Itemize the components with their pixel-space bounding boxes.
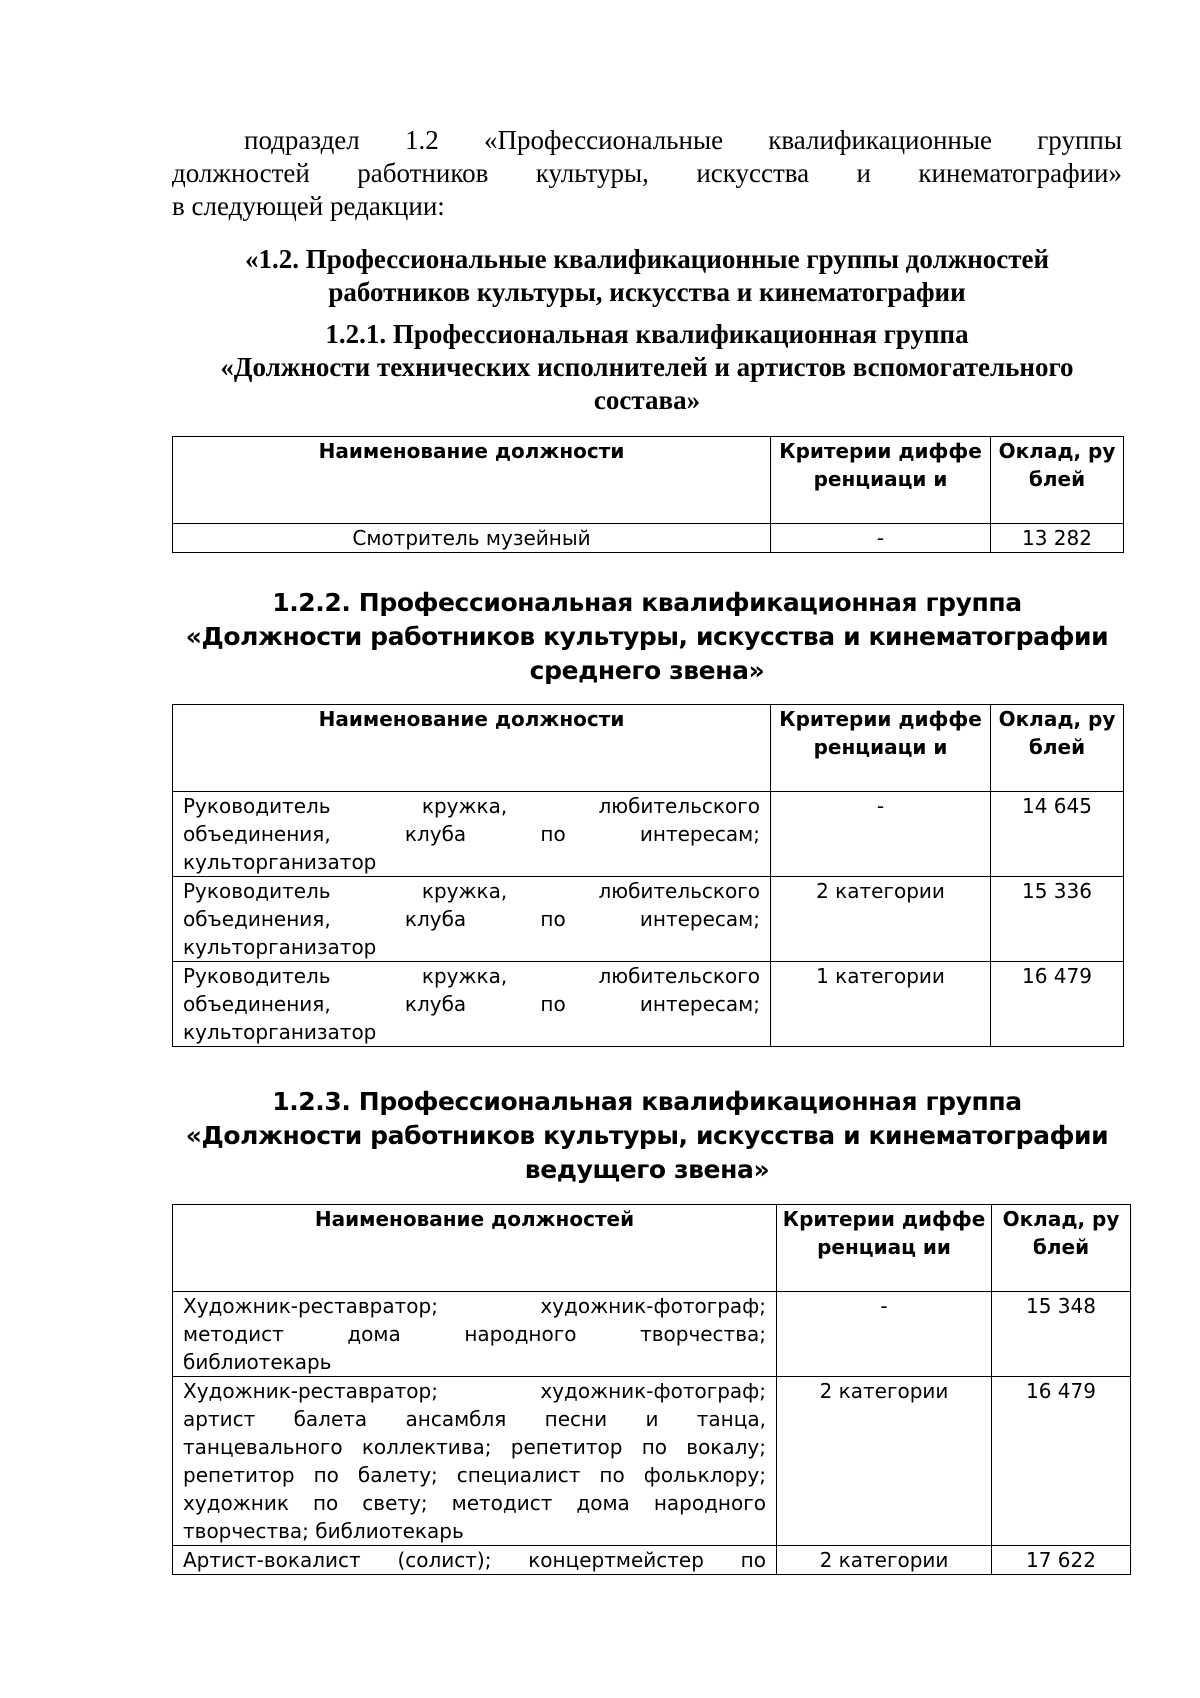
header-salary: Оклад, рублей: [992, 1205, 1131, 1292]
position-name: Артист-вокалист (солист); концертмейстер по: [173, 1546, 777, 1575]
group2-table: [172, 704, 1124, 1047]
salary-value: 13 282: [991, 524, 1124, 553]
section-title-line: «1.2. Профессиональные квалификационные группы должностей: [244, 244, 1050, 274]
table-row: [173, 877, 1124, 962]
group1-title-line: 1.2.1. Профессиональная квалификационная группа: [325, 319, 969, 349]
section-title: [160, 243, 1134, 309]
group3-title-line: ведущего звена»: [524, 1155, 770, 1184]
intro-line: в следующей редакции:: [172, 191, 445, 221]
criteria-value: 2 категории: [777, 1546, 992, 1575]
header-position-name: Наименование должностей: [173, 1205, 777, 1292]
intro-paragraph: [172, 124, 1122, 223]
group2-title-line: «Должности работников культуры, искусства и кинематографии: [185, 622, 1109, 651]
position-name: Руководитель кружка, любительского объединения, клуба по интересам; культорганизатор: [173, 877, 771, 962]
group1-title-line: «Должности технических исполнителей и артистов вспомогательного: [220, 352, 1074, 382]
group1-table: [172, 436, 1124, 553]
position-name: Руководитель кружка, любительского объединения, клуба по интересам; культорганизатор: [173, 792, 771, 877]
table-row: [173, 1546, 1131, 1575]
group3-title-line: «Должности работников культуры, искусства и кинематографии: [185, 1121, 1109, 1150]
salary-value: 16 479: [992, 1377, 1131, 1546]
group2-title: [160, 586, 1134, 688]
salary-value: 14 645: [991, 792, 1124, 877]
group3-title-line: 1.2.3. Профессиональная квалификационная группа: [272, 1087, 1022, 1116]
header-salary: Оклад, рублей: [991, 705, 1124, 792]
header-criteria: Критерии дифференциаци и: [771, 705, 991, 792]
table-row: [173, 524, 1124, 553]
group1-title: [160, 318, 1134, 417]
group2-title-line: 1.2.2. Профессиональная квалификационная группа: [272, 588, 1022, 617]
table-row: [173, 1377, 1131, 1546]
criteria-value: -: [771, 792, 991, 877]
header-salary: Оклад, рублей: [991, 437, 1124, 524]
salary-value: 15 348: [992, 1292, 1131, 1377]
salary-value: 15 336: [991, 877, 1124, 962]
criteria-value: 2 категории: [771, 877, 991, 962]
table-row: [173, 1292, 1131, 1377]
table-header-row: [173, 705, 1124, 792]
criteria-value: 2 категории: [777, 1377, 992, 1546]
table-header-row: [173, 1205, 1131, 1292]
header-criteria: Критерии дифференциац ии: [777, 1205, 992, 1292]
group3-table: [172, 1204, 1131, 1575]
header-criteria: Критерии дифференциаци и: [771, 437, 991, 524]
criteria-value: -: [771, 524, 991, 553]
criteria-value: 1 категории: [771, 962, 991, 1047]
salary-value: 17 622: [992, 1546, 1131, 1575]
position-name: Художник-реставратор; художник-фотограф; артист балета ансамбля песни и танца, танцевального коллектива; репетитор по вокалу; репетитор по балету; специалист по фольклору; художник по свету; методист дома народного творчества; библиотекарь: [173, 1377, 777, 1546]
intro-line: должностей работников культуры, искусства и кинематографии»: [172, 158, 1122, 188]
table-header-row: [173, 437, 1124, 524]
header-position-name: Наименование должности: [173, 437, 771, 524]
position-name: Художник-реставратор; художник-фотограф; методист дома народного творчества; библиотекарь: [173, 1292, 777, 1377]
position-name: Руководитель кружка, любительского объединения, клуба по интересам; культорганизатор: [173, 962, 771, 1047]
table-row: [173, 962, 1124, 1047]
group3-title: [160, 1085, 1134, 1187]
section-title-line: работников культуры, искусства и кинематографии: [328, 277, 966, 307]
position-name: Смотритель музейный: [173, 524, 771, 553]
salary-value: 16 479: [991, 962, 1124, 1047]
header-position-name: Наименование должности: [173, 705, 771, 792]
criteria-value: -: [777, 1292, 992, 1377]
table-row: [173, 792, 1124, 877]
group2-title-line: среднего звена»: [529, 656, 765, 685]
group1-title-line: состава»: [593, 385, 701, 415]
intro-line: подраздел 1.2 «Профессиональные квалификационные группы: [244, 125, 1122, 155]
